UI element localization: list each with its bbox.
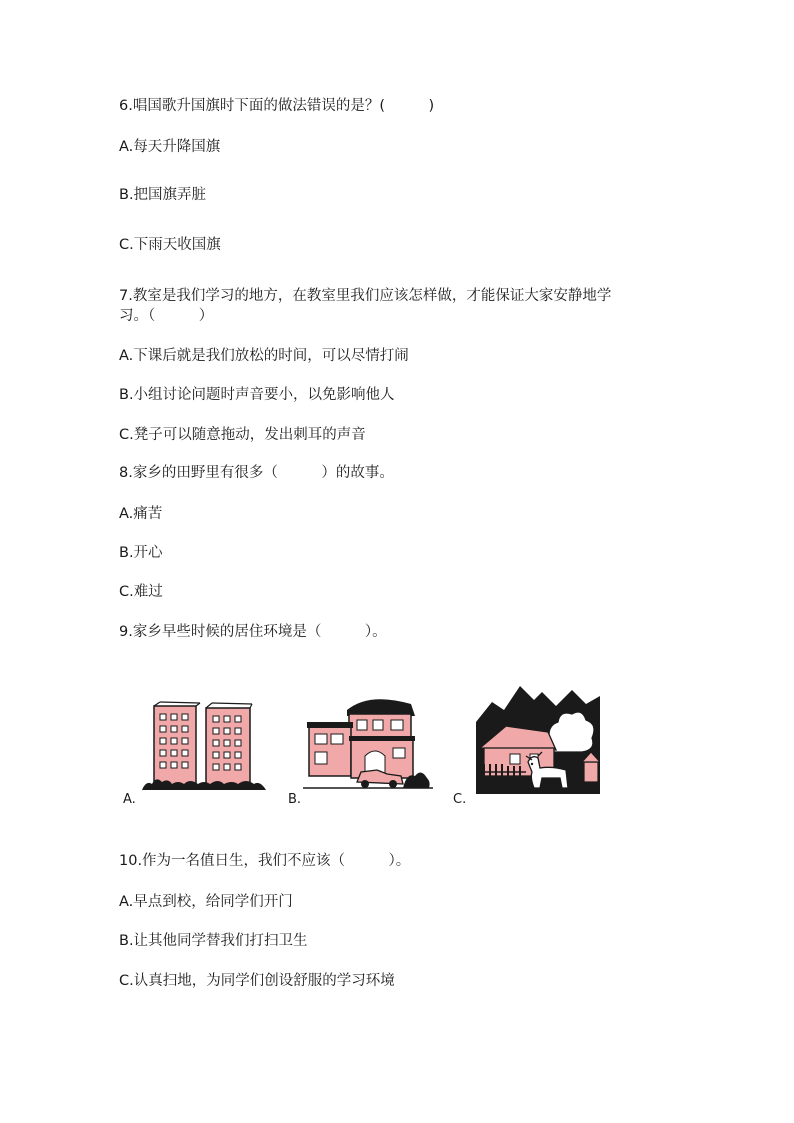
- question-9-stem: 9.家乡早些时候的居住环境是（ ）。: [119, 624, 387, 640]
- question-7-stem-line1: 7.教室是我们学习的地方，在教室里我们应该怎样做，才能保证大家安静地学: [119, 288, 612, 304]
- villa-with-car-image: [303, 696, 433, 792]
- picture-label-a: A.: [123, 792, 136, 807]
- question-7-option-a: A.下课后就是我们放松的时间，可以尽情打闹: [119, 348, 409, 364]
- question-7-option-c: C.凳子可以随意拖动，发出刺耳的声音: [119, 427, 366, 443]
- picture-label-c: C.: [453, 792, 467, 807]
- question-8-option-b: B.开心: [119, 545, 163, 561]
- picture-label-b: B.: [288, 792, 302, 807]
- question-8-stem: 8.家乡的田野里有很多（ ）的故事。: [119, 465, 394, 481]
- question-6-option-b: B.把国旗弄脏: [119, 187, 207, 203]
- countryside-house-cow-image: [476, 682, 600, 796]
- question-10-option-c: C.认真扫地，为同学们创设舒服的学习环境: [119, 973, 395, 989]
- question-7-stem-line2: 习。（ ）: [119, 308, 214, 324]
- question-6-option-a: A.每天升降国旗: [119, 139, 221, 155]
- question-10-option-b: B.让其他同学替我们打扫卫生: [119, 933, 308, 949]
- question-10-option-a: A.早点到校，给同学们开门: [119, 894, 293, 910]
- question-8-option-a: A.痛苦: [119, 506, 163, 522]
- apartment-towers-image: [138, 700, 268, 792]
- question-6-stem: 6.唱国歌升国旗时下面的做法错误的是？( ): [119, 98, 435, 114]
- question-7-option-b: B.小组讨论问题时声音要小，以免影响他人: [119, 387, 395, 403]
- question-6-option-c: C.下雨天收国旗: [119, 237, 221, 253]
- question-8-option-c: C.难过: [119, 584, 163, 600]
- question-10-stem: 10.作为一名值日生，我们不应该（ ）。: [119, 853, 411, 869]
